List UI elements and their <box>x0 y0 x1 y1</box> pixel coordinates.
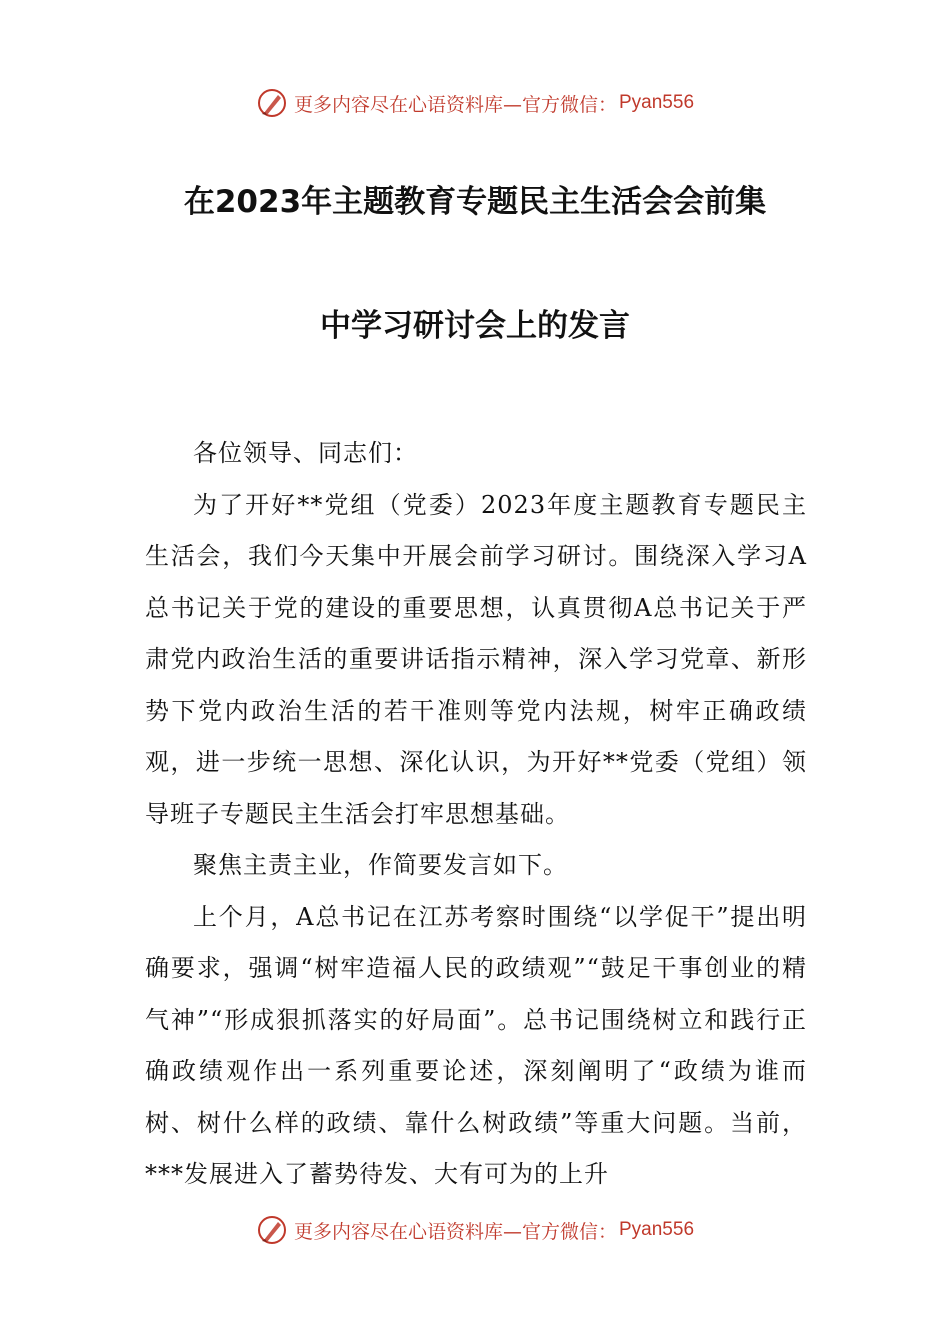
banner-wechat-id: Pyan556 <box>619 92 695 113</box>
body-paragraph-2: 聚焦主责主业，作简要发言如下。 <box>193 851 568 879</box>
salutation: 各位领导、同志们： <box>193 439 418 467</box>
document-title-line-2: 中学习研讨会上的发言 <box>320 308 630 344</box>
footer-banner <box>0 1212 950 1248</box>
document-title-line-1: 在2023年主题教育专题民主生活会会前集 <box>183 184 767 220</box>
pen-logo-icon <box>256 87 288 119</box>
document-body <box>145 428 807 1201</box>
body-paragraph-3: 上个月，A总书记在江苏考察时围绕“以学促干”提出明确要求，强调“树牢造福人民的政绩观”“鼓足干事创业的精气神”“形成狠抓落实的好局面”。总书记围绕树立和践行正确政绩观作出一系列重要论述，深刻阐明了“政绩为谁而树、树什么样的政绩、靠什么树政绩”等重大问题。当前，***发展进入了蓄势待发、大有可为的上升 <box>145 902 807 1188</box>
header-banner <box>0 85 950 121</box>
body-paragraph-1: 为了开好**党组（党委）2023年度主题教育专题民主生活会，我们今天集中开展会前学习研讨。围绕深入学习A总书记关于党的建设的重要思想，认真贯彻A总书记关于严肃党内政治生活的重要讲话指示精神，深入学习党章、新形势下党内政治生活的若干准则等党内法规，树牢正确政绩观，进一步统一思想、深化认识，为开好**党委（党组）领导班子专题民主生活会打牢思想基础。 <box>145 490 807 828</box>
pen-logo-icon <box>256 1214 288 1246</box>
banner-wechat-id: Pyan556 <box>619 1219 695 1240</box>
banner-text: 更多内容尽在心语资料库—官方微信： <box>293 1220 617 1243</box>
banner-text: 更多内容尽在心语资料库—官方微信： <box>293 93 617 116</box>
